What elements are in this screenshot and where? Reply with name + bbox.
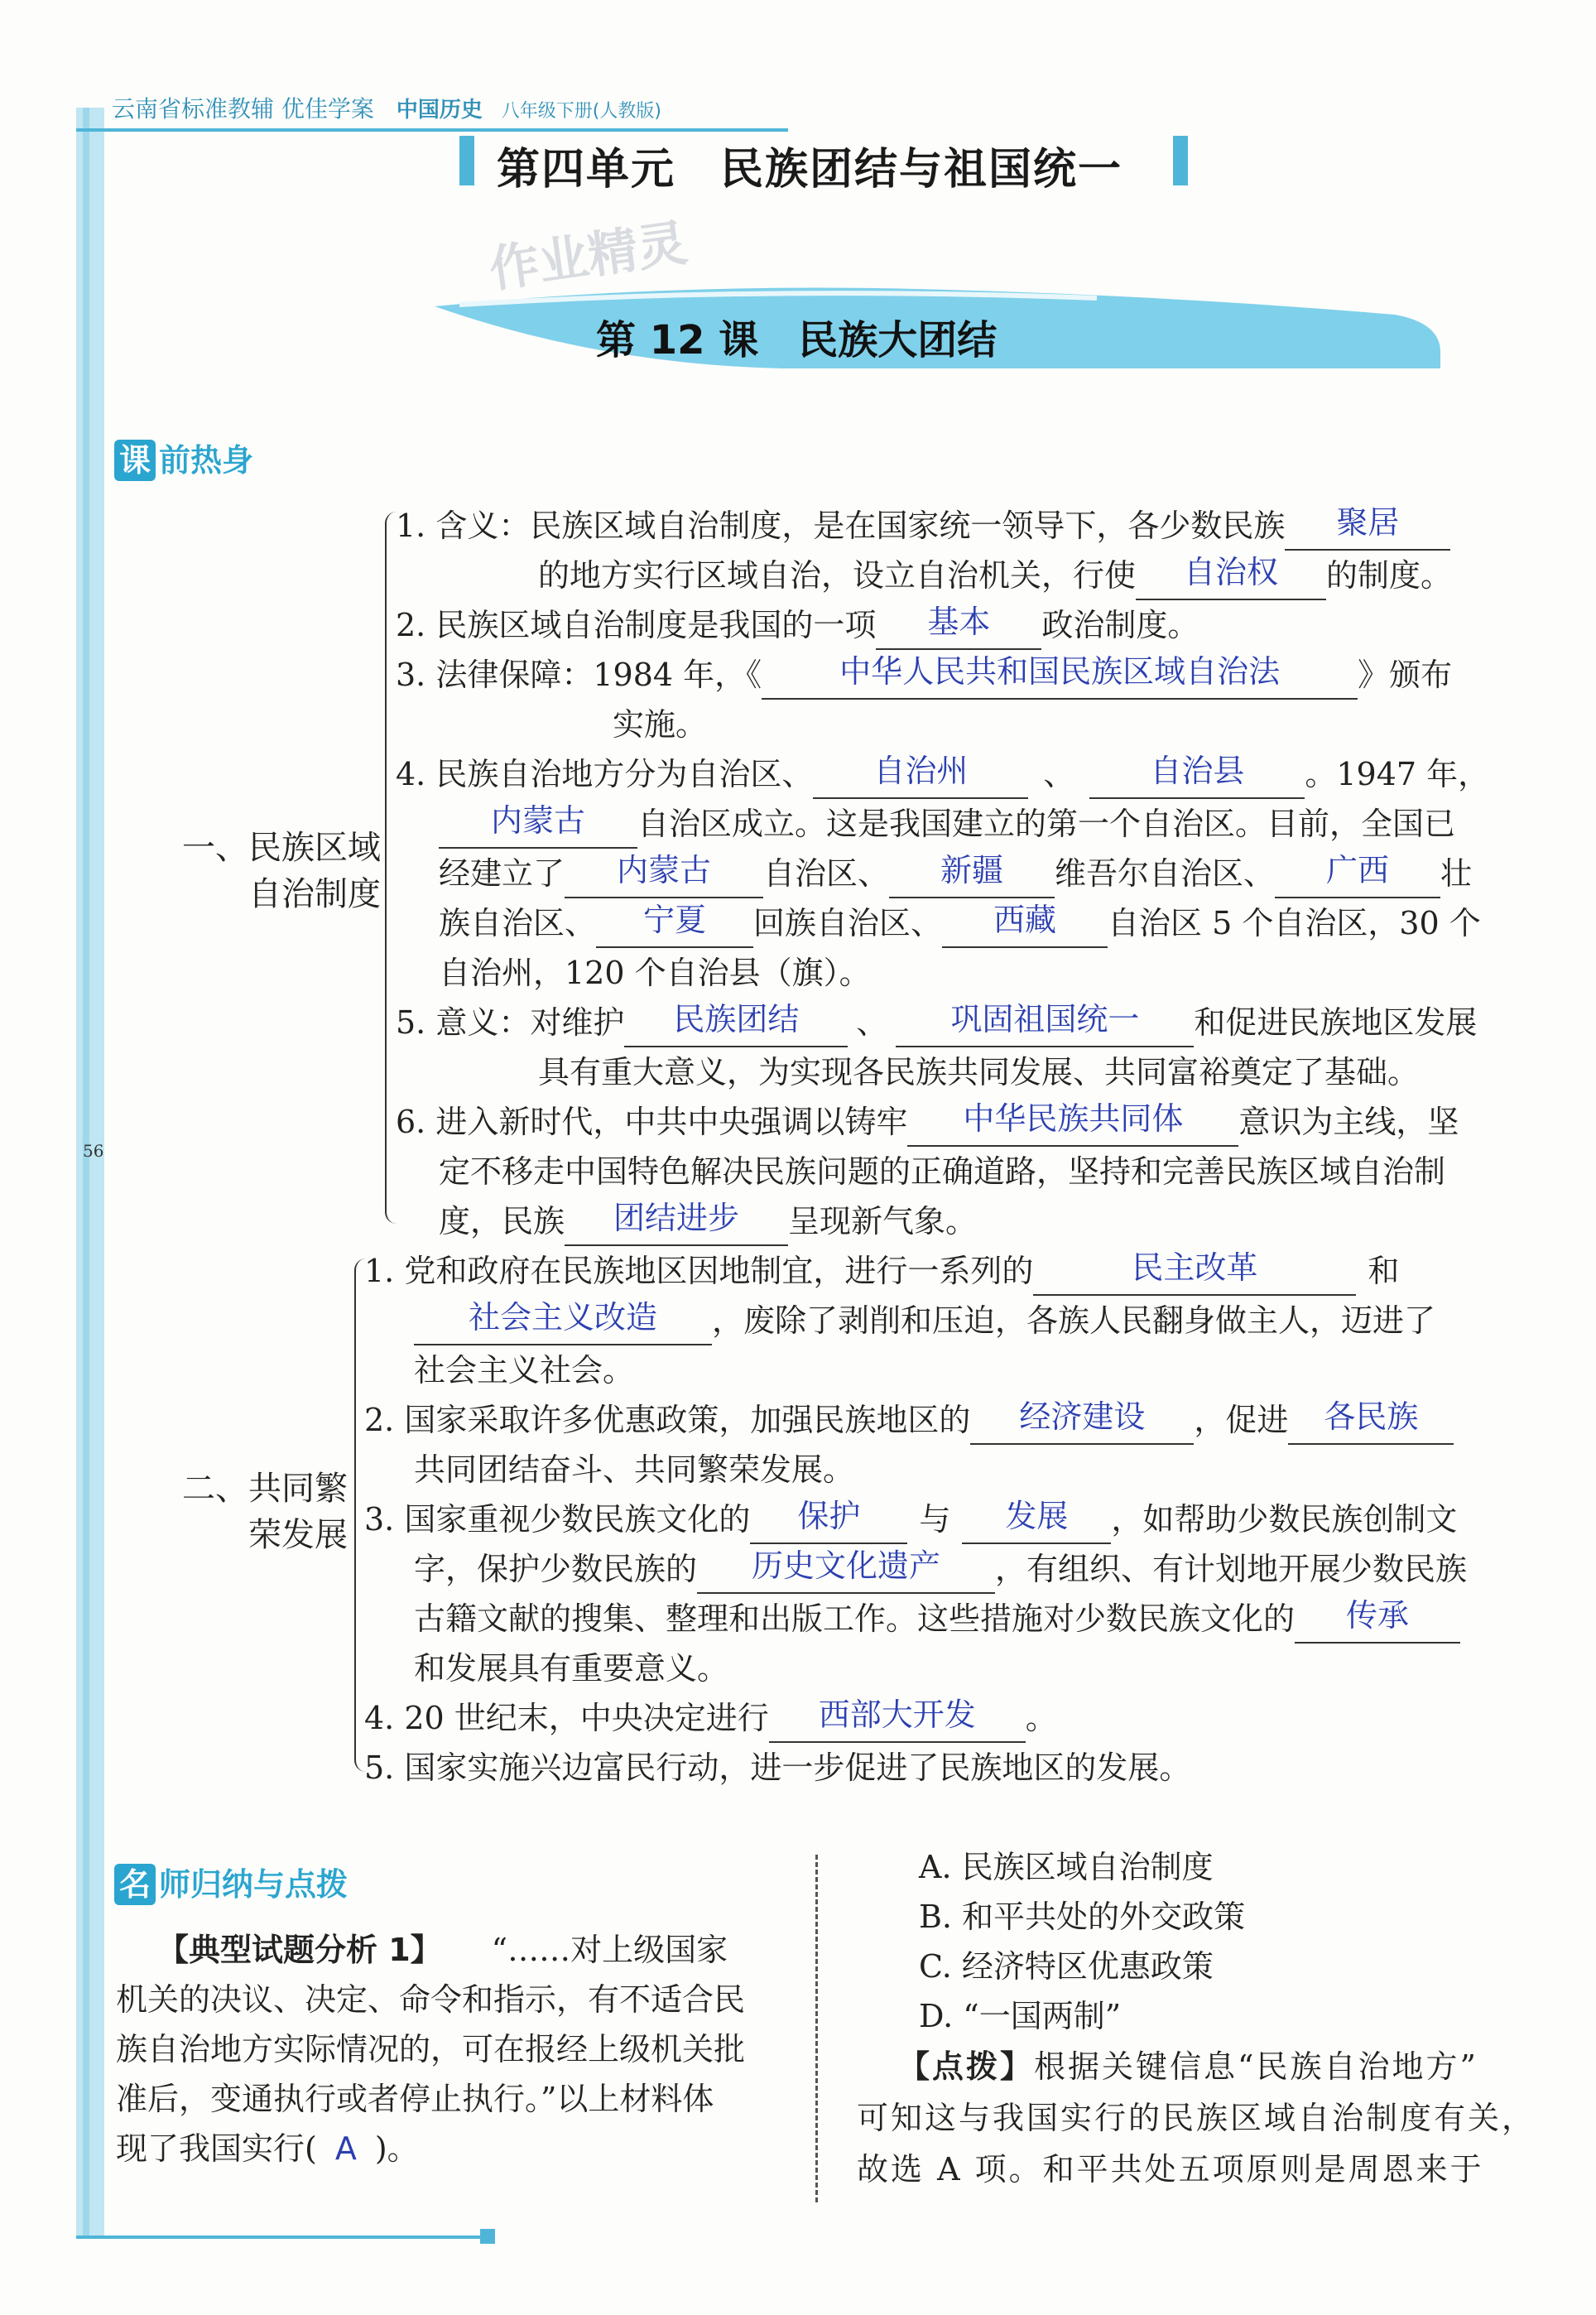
answer: 发展 [1005, 1498, 1069, 1534]
s1-line5 [613, 700, 707, 749]
section1-label-line1: 一、民族区域 [182, 829, 381, 867]
s1-line3 [396, 600, 1199, 650]
text: 自治区成立。这是我国建立的第一个自治区。目前，全国已 [637, 806, 1456, 842]
text: 和发展具有重要意义。 [414, 1650, 729, 1687]
answer: 民主改革 [1132, 1249, 1258, 1286]
answer: 保护 [797, 1498, 861, 1534]
section1-label [178, 825, 381, 917]
answer: 聚居 [1336, 504, 1400, 541]
blank [565, 1200, 788, 1246]
text: 意识为主线，坚 [1238, 1104, 1459, 1140]
blank [1033, 1249, 1356, 1296]
text: 1. 含义：民族区域自治制度，是在国家统一领导下，各少数民族 [396, 508, 1286, 544]
text: 呈现新气象。 [788, 1203, 978, 1239]
question-text: 机关的决议、决定、命令和指示，有不适合民 [116, 1981, 746, 2018]
teacher-heading [114, 1859, 348, 1905]
s2-line7 [414, 1544, 1467, 1594]
unit-bar-right [1173, 136, 1188, 185]
text: 政治制度。 [1041, 607, 1199, 643]
text: 3. 国家重视少数民族文化的 [364, 1501, 751, 1538]
s1-line9 [439, 898, 1481, 948]
answer: 民族团结 [673, 1001, 800, 1037]
text: 族自治区、 [439, 905, 597, 941]
blank [813, 753, 1028, 799]
watermark: 作业精灵 [485, 214, 691, 300]
answer: 内蒙古 [490, 802, 585, 839]
answer: 宁夏 [643, 902, 707, 938]
blank [889, 852, 1055, 898]
s1-line11 [396, 998, 1477, 1047]
option-d: D. “一国两制” [919, 1998, 1122, 2034]
grade-name: 八年级下册(人教版) [501, 101, 661, 122]
tip-block [857, 2041, 1536, 2195]
teacher-heading-text: 师归纳与点拨 [159, 1866, 349, 1903]
tip-text: 可知这与我国实行的民族区域自治制度有关， [857, 2100, 1536, 2136]
s2-line1 [364, 1246, 1399, 1296]
blank [750, 1498, 907, 1544]
question-text: 现了我国实行( [116, 2130, 317, 2167]
blank [762, 653, 1358, 700]
warmup-heading [114, 435, 253, 481]
unit-bar-left [459, 136, 474, 185]
text: 古籍文献的搜集、整理和出版工作。这些措施对少数民族文化的 [414, 1600, 1296, 1637]
answer: 经济建设 [1019, 1398, 1146, 1435]
text: 1. 党和政府在民族地区因地制宜，进行一系列的 [364, 1253, 1034, 1289]
blank [962, 1498, 1111, 1544]
blank [1275, 852, 1440, 898]
s1-line8 [439, 849, 1472, 898]
s1-line15 [439, 1196, 977, 1246]
question-text: “……对上级国家 [491, 1932, 728, 1968]
blank [769, 1697, 1026, 1743]
s1-line4 [396, 650, 1452, 700]
answer: 团结进步 [613, 1200, 740, 1236]
text: 6. 进入新时代，中共中央强调以铸牢 [396, 1104, 908, 1140]
text: 3. 法律保障：1984 年，《 [396, 657, 762, 693]
s1-line14 [439, 1147, 1445, 1196]
tip-label: 【点拨】 [898, 2048, 1035, 2085]
answer: 基本 [927, 604, 991, 640]
section2-label [166, 1466, 348, 1558]
text: ，促进 [1194, 1402, 1289, 1438]
tip-text: 根据关键信息“民族自治地方” [1034, 2048, 1478, 2085]
blank [414, 1299, 712, 1345]
answer: 新疆 [940, 852, 1004, 888]
answer: 历史文化遗产 [752, 1547, 941, 1584]
blank [1288, 1398, 1454, 1445]
s2-line3 [414, 1345, 634, 1395]
text: ，有组织、有计划地开展少数民族 [995, 1551, 1468, 1587]
text: 4. 民族自治地方分为自治区、 [396, 756, 814, 792]
blank [624, 1001, 848, 1047]
text: 自治区 5 个自治区，30 个 [1108, 905, 1481, 941]
answer: A [334, 2130, 357, 2167]
option-c: C. 经济特区优惠政策 [919, 1948, 1214, 1985]
text: 自治区、 [763, 855, 890, 892]
blank [1089, 753, 1305, 799]
question-text: )。 [374, 2130, 419, 2167]
text: 。1947 年， [1305, 756, 1490, 792]
s1-line6 [396, 749, 1489, 799]
text: 字，保护少数民族的 [414, 1551, 698, 1587]
text: 实施。 [613, 706, 708, 743]
question-label: 【典型试题分析 1】 [157, 1932, 442, 1968]
question-block [116, 1925, 745, 2173]
text: 具有重大意义，为实现各民族共同发展、共同富裕奠定了基础。 [538, 1054, 1420, 1090]
question-text: 准后，变通执行或者停止执行。”以上材料体 [116, 2081, 714, 2117]
warmup-icon: 课 [114, 440, 156, 481]
answer: 中华民族共同体 [963, 1100, 1184, 1137]
answer: 自治州 [873, 753, 969, 789]
s1-line12 [538, 1047, 1419, 1097]
blank [970, 1398, 1194, 1445]
text: 2. 民族区域自治制度是我国的一项 [396, 607, 877, 643]
answer: 自治权 [1184, 554, 1279, 590]
text: 5. 意义：对维护 [396, 1004, 625, 1041]
s2-line2 [414, 1296, 1435, 1345]
text: 的制度。 [1326, 557, 1453, 594]
answer: 中华人民共和国民族区域自治法 [839, 653, 1281, 690]
header-rule [76, 128, 788, 132]
s2-line6 [364, 1494, 1457, 1544]
s1-line7 [439, 799, 1455, 849]
s1-line1 [396, 501, 1450, 551]
blank [1136, 554, 1326, 600]
answer: 巩固祖国统一 [950, 1001, 1140, 1037]
lesson-title: 第 12 课 民族大团结 [596, 317, 997, 363]
series-header [112, 91, 661, 124]
text: ，如帮助少数民族创制文 [1111, 1501, 1458, 1538]
series-name: 云南省标准教辅 优佳学案 [112, 95, 374, 123]
page-number: 56 [83, 1141, 104, 1161]
text: 共同团结奋斗、共同繁荣发展。 [414, 1451, 855, 1488]
text: 维吾尔自治区、 [1055, 855, 1276, 892]
answer: 社会主义改造 [468, 1299, 657, 1336]
section2-label-line2: 荣发展 [248, 1516, 348, 1554]
blank [896, 1001, 1194, 1047]
text: 2. 国家采取许多优惠政策，加强民族地区的 [364, 1402, 971, 1438]
blank [907, 1100, 1238, 1147]
footer-square [480, 2229, 495, 2244]
answer: 西藏 [993, 902, 1057, 938]
text: 与 [919, 1501, 951, 1538]
text: 回族自治区、 [753, 905, 943, 941]
section1-label-line2: 自治制度 [248, 875, 381, 913]
answer: 西部大开发 [818, 1697, 976, 1733]
answer: 传承 [1346, 1597, 1410, 1634]
s1-line13 [396, 1097, 1459, 1147]
options-block [919, 1842, 1245, 2041]
text: 和 [1368, 1253, 1400, 1289]
text: 和促进民族地区发展 [1194, 1004, 1478, 1041]
blank [596, 902, 753, 948]
section2-label-line1: 二、共同繁 [182, 1470, 348, 1508]
unit-title: 第四单元 民族团结与祖国统一 [497, 145, 1123, 195]
answer: 自治县 [1150, 753, 1245, 789]
text: 5. 国家实施兴边富民行动，进一步促进了民族地区的发展。 [364, 1749, 1191, 1786]
warmup-heading-text: 前热身 [159, 442, 254, 479]
blank [1285, 504, 1450, 551]
blank [697, 1547, 995, 1594]
text: 、 [1043, 756, 1075, 792]
text: 自治州，120 个自治县（旗）。 [439, 955, 871, 991]
text: 度，民族 [439, 1203, 565, 1239]
text: 经建立了 [439, 855, 565, 892]
teacher-icon: 名 [114, 1864, 156, 1905]
text: 壮 [1440, 855, 1473, 892]
option-b: B. 和平共处的外交政策 [919, 1899, 1246, 1935]
blank [1295, 1597, 1460, 1644]
text: 、 [856, 1004, 888, 1041]
text: 4. 20 世纪末，中央决定进行 [364, 1700, 769, 1736]
answer: 内蒙古 [617, 852, 712, 888]
tip-text: 故选 A 项。和平共处五项原则是周恩来于 [857, 2151, 1484, 2187]
blank [876, 604, 1041, 650]
s2-line5 [414, 1445, 854, 1494]
text: ，废除了剥削和压迫，各族人民翻身做主人，迈进了 [712, 1302, 1436, 1339]
answer: 广西 [1326, 852, 1390, 888]
footer-rule [76, 2236, 490, 2239]
text: 》颁布 [1358, 657, 1453, 693]
s2-line4 [364, 1395, 1454, 1445]
s2-line10 [364, 1693, 1057, 1743]
text: 的地方实行区域自治，设立自治机关，行使 [538, 557, 1137, 594]
s2-line9 [414, 1644, 728, 1693]
text: 。 [1025, 1700, 1057, 1736]
blank [565, 852, 763, 898]
column-divider [815, 1855, 818, 2202]
answer: 各民族 [1324, 1398, 1419, 1435]
left-margin-bar [76, 108, 104, 2236]
subject-name: 中国历史 [396, 98, 483, 123]
question-text: 族自治地方实际情况的，可在报经上级机关批 [116, 2031, 746, 2067]
left-margin-stripe [83, 108, 89, 2236]
blank [942, 902, 1108, 948]
s2-line8 [414, 1594, 1460, 1644]
text: 社会主义社会。 [414, 1352, 635, 1389]
s1-line2 [538, 551, 1452, 600]
option-a: A. 民族区域自治制度 [919, 1849, 1214, 1885]
s1-line10 [439, 948, 871, 998]
text: 定不移走中国特色解决民族问题的正确道路，坚持和完善民族区域自治制 [439, 1153, 1446, 1190]
s2-line11 [364, 1743, 1190, 1793]
blank [439, 802, 637, 849]
